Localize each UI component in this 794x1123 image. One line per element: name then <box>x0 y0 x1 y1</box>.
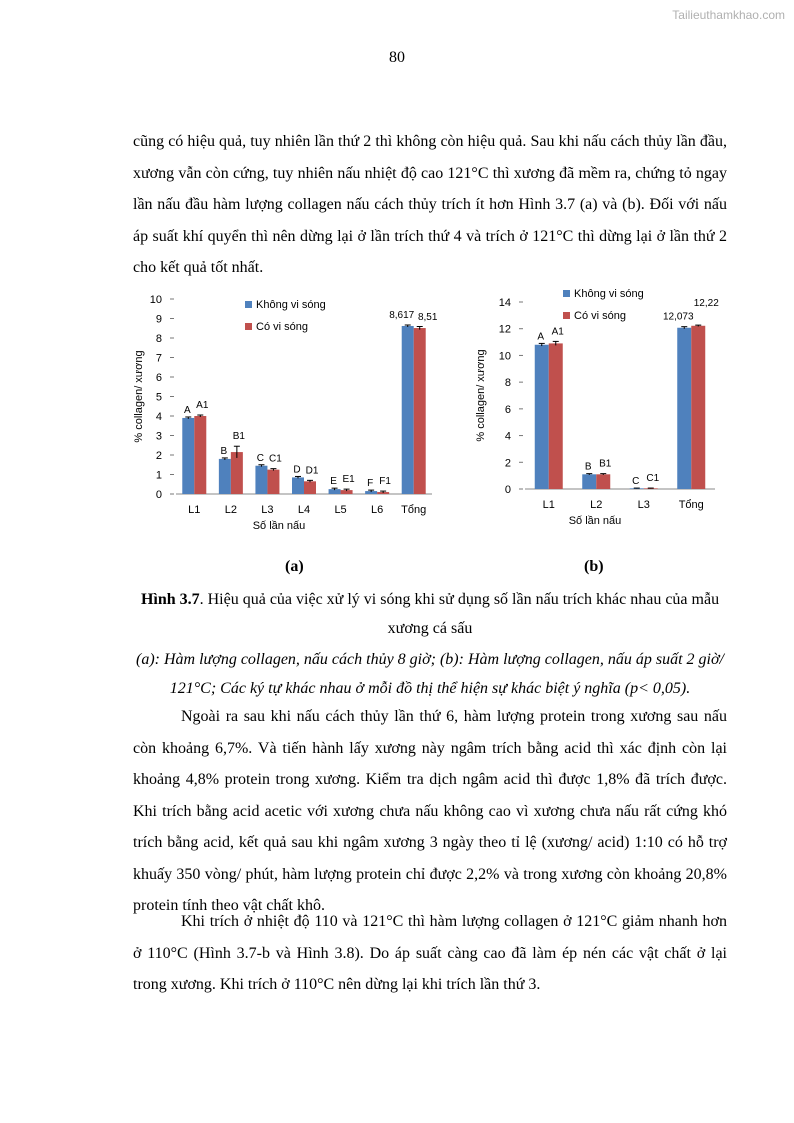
legend-label: Không vi sóng <box>256 299 326 311</box>
chart-a-svg <box>130 288 440 538</box>
panel-b-label: (b) <box>584 558 604 575</box>
legend-swatch <box>563 290 570 297</box>
significance-letter: E <box>330 476 337 488</box>
chart-a <box>130 288 440 543</box>
value-label: 12,22 <box>693 297 719 309</box>
bar-khong-vi-song <box>582 474 596 489</box>
paragraph-2: Ngoài ra sau khi nấu cách thủy lần thứ 6, hàm lượng protein trong xương sau nấu còn khoảng 6,7%. Và tiến hành lấy xương này ngâm trích bằng acid thì xác định còn lại khoảng 4,8% protein trong xương. Kiểm tra dịch ngâm acid thì được 1,8% đã trích được. Khi trích bằng acid acetic với xương chưa nấu không cao vì xương chưa nấu rất cứng khó trích bằng acid, kết quả sau khi ngâm xương 3 ngày theo tỉ lệ (xương/ acid) 1:10 có hỗ trợ khuấy 350 vòng/ phút, hàm lượng protein chỉ được 2,2% và trong xương còn khoảng 20,8% protein tính theo vật chất khô. <box>133 708 727 914</box>
bar-co-vi-song <box>194 416 206 494</box>
y-tick-label: 10 <box>498 350 511 363</box>
bar-co-vi-song <box>231 452 243 494</box>
legend-swatch <box>245 323 252 330</box>
y-axis-title: % collagen/ xương <box>133 350 145 443</box>
value-label: 12,073 <box>662 311 694 323</box>
bar-co-vi-song <box>549 343 563 489</box>
y-tick-label: 6 <box>155 372 162 384</box>
significance-letter: D1 <box>305 465 319 477</box>
bar-khong-vi-song <box>535 345 549 489</box>
y-tick-label: 1 <box>155 469 162 482</box>
panel-a-label: (a) <box>285 558 304 575</box>
x-tick-label: Tổng <box>401 504 427 516</box>
bar-co-vi-song <box>267 470 279 494</box>
y-tick-label: 10 <box>149 294 162 306</box>
significance-letter: C <box>256 452 265 464</box>
bar-khong-vi-song <box>402 326 414 494</box>
y-tick-label: 9 <box>155 313 162 326</box>
significance-letter: B1 <box>232 431 245 443</box>
bar-co-vi-song <box>304 481 316 494</box>
significance-letter: C1 <box>269 453 282 465</box>
significance-letter: A1 <box>551 326 564 338</box>
x-tick-label: L1 <box>188 504 201 516</box>
page-number: 80 <box>389 49 405 66</box>
y-tick-label: 6 <box>504 403 511 416</box>
significance-letter: A1 <box>196 400 209 412</box>
bar-khong-vi-song <box>219 459 231 494</box>
y-tick-label: 7 <box>155 352 162 365</box>
x-tick-label: L3 <box>637 499 650 511</box>
legend-swatch <box>245 301 252 308</box>
legend-label: Không vi sóng <box>574 288 644 300</box>
y-tick-label: 3 <box>155 430 162 443</box>
paragraph-3: Khi trích ở nhiệt độ 110 và 121°C thì hàm lượng collagen ở 121°C giảm nhanh hơn ở 110°C (Hình 3.7-b và Hình 3.8). Do áp suất càng cao đã làm ép nén các vật chất ở lại trong xương. Khi trích ở 110°C nên dừng lại khi trích lần thứ 3. <box>133 913 727 993</box>
chart-b-svg <box>470 282 730 538</box>
bar-co-vi-song <box>691 326 705 489</box>
bar-khong-vi-song <box>182 418 194 494</box>
y-tick-label: 0 <box>155 489 162 501</box>
significance-letter: F1 <box>379 476 391 488</box>
significance-letter: F <box>367 478 374 490</box>
legend-label: Có vi sóng <box>574 310 626 322</box>
significance-letter: D <box>293 464 301 476</box>
significance-letter: C1 <box>646 473 660 485</box>
x-tick-label: L4 <box>297 504 311 516</box>
y-tick-label: 8 <box>155 333 162 345</box>
paragraph-1: cũng có hiệu quả, tuy nhiên lần thứ 2 thì không còn hiệu quả. Sau khi nấu cách thủy lần đầu, xương vẫn còn cứng, tuy nhiên nấu nhiệt độ cao 121°C thì xương đã mềm ra, chứng tỏ ngay lần nấu đầu hàm lượng collagen nấu cách thủy trích ít hơn Hình 3.7 (a) và (b). Đối với nấu áp suất khí quyển thì nên dừng lại ở lần trích thứ 4 và trích ở 121°C thì dừng lại ở lần thứ 2 cho kết quả tốt nhất. <box>133 133 727 276</box>
x-tick-label: Tổng <box>678 499 704 511</box>
legend-label: Có vi sóng <box>256 321 308 333</box>
value-label: 8,51 <box>417 312 438 324</box>
x-tick-label: L5 <box>334 504 347 516</box>
significance-letter: B1 <box>599 458 612 470</box>
x-axis-title: Số lần nấu <box>252 520 306 532</box>
caption-text: . Hiệu quả của việc xử lý vi sóng khi sử dụng số lần nấu trích khác nhau của mẫu xương cá sấu <box>199 591 720 637</box>
y-tick-label: 4 <box>504 430 511 443</box>
x-tick-label: L3 <box>261 504 274 516</box>
bar-co-vi-song <box>414 328 426 494</box>
significance-letter: B <box>584 461 592 473</box>
y-tick-label: 2 <box>504 457 511 470</box>
y-tick-label: 0 <box>504 484 511 496</box>
significance-letter: A <box>183 404 191 416</box>
x-axis-title: Số lần nấu <box>568 515 622 527</box>
y-axis-title: % collagen/ xương <box>475 349 487 442</box>
caption-prefix: Hình 3.7 <box>140 591 200 608</box>
x-tick-label: L6 <box>371 504 384 516</box>
figure-caption-note: (a): Hàm lượng collagen, nấu cách thủy 8 giờ; (b): Hàm lượng collagen, nấu áp suất 2 giờ/ 121°C; Các ký tự khác nhau ở mỗi đồ thị thể hiện sự khác biệt ý nghĩa (p< 0,05). <box>136 651 724 697</box>
legend-swatch <box>563 312 570 319</box>
x-tick-label: L2 <box>224 504 237 516</box>
y-tick-label: 12 <box>498 323 511 336</box>
significance-letter: E1 <box>342 474 355 486</box>
watermark: Tailieuthamkhao.com <box>672 8 785 22</box>
bar-khong-vi-song <box>292 477 304 494</box>
significance-letter: B <box>220 445 228 457</box>
significance-letter: C <box>632 476 640 488</box>
chart-b <box>470 282 730 543</box>
y-tick-label: 14 <box>498 297 511 309</box>
y-tick-label: 5 <box>155 391 162 404</box>
y-tick-label: 2 <box>155 450 162 462</box>
y-tick-label: 8 <box>504 377 511 390</box>
significance-letter: A <box>537 331 545 343</box>
x-tick-label: L2 <box>590 499 603 511</box>
bar-khong-vi-song <box>255 466 267 494</box>
bar-co-vi-song <box>596 474 610 489</box>
bar-khong-vi-song <box>677 328 691 489</box>
x-tick-label: L1 <box>542 499 555 511</box>
figure-caption <box>127 585 733 643</box>
value-label: 8,617 <box>389 309 415 321</box>
y-tick-label: 4 <box>155 411 162 423</box>
